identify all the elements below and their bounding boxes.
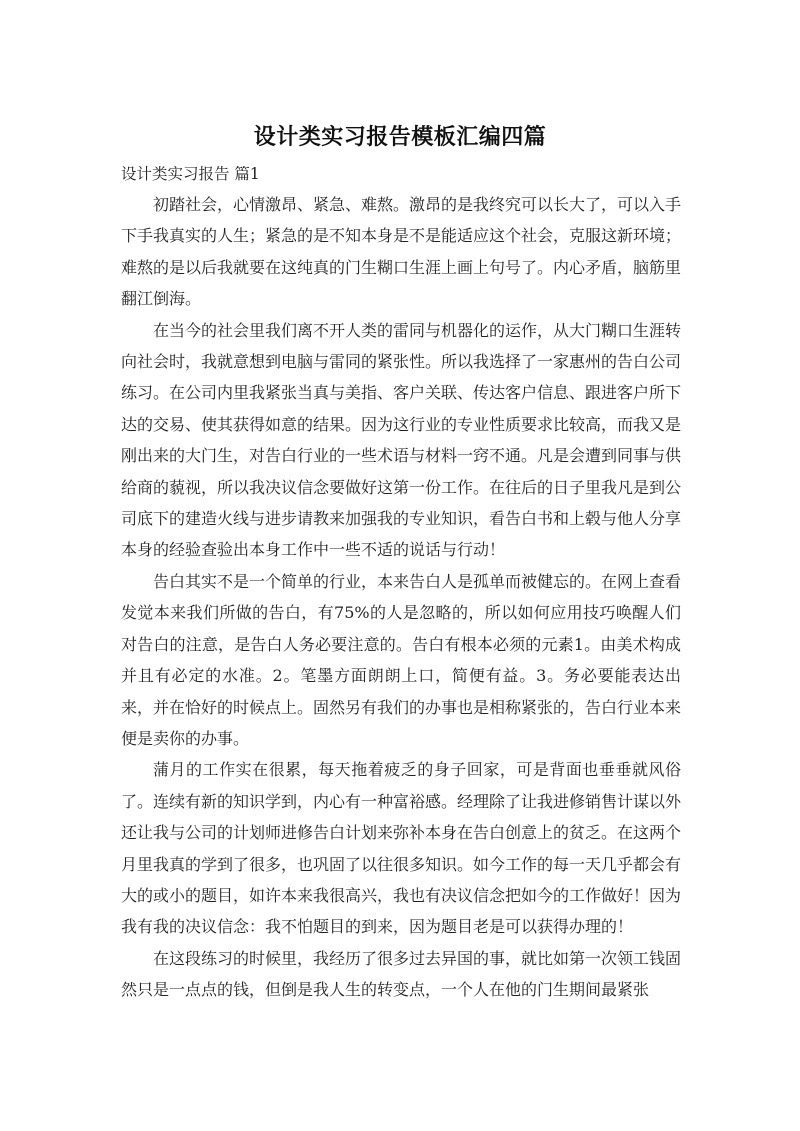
paragraph: 在当今的社会里我们离不开人类的雷同与机器化的运作，从大门糊口生涯转向社会时，我就意想到电脑与雷同的紧张性。所以我选择了一家惠州的告白公司练习。在公司内里我紧张当真与美指、客户关联、传达客户信息、跟进客户所下达的交易、使其获得如意的结果。因为这行业的专业性质要求比较高，而我又是刚出来的大门生，对告白行业的一些术语与材料一窍不通。凡是会遭到同事与供给商的藐视，所以我决议信念要做好这第一份工作。在往后的日子里我凡是到公司底下的建造火线与进步请教来加强我的专业知识，看告白书和上毂与他人分享本身的经验查验出本身工作中一些不适的说话与行动！	[121, 320, 682, 560]
document-title: 设计类实习报告模板汇编四篇	[253, 125, 547, 150]
document-subtitle: 设计类实习报告 篇1	[121, 165, 260, 183]
document-body	[121, 189, 681, 1006]
paragraph: 蒲月的工作实在很累，每天拖着疲乏的身子回家，可是背面也垂垂就风俗了。连续有新的知识学到，内心有一种富裕感。经理除了让我进修销售计谋以外还让我与公司的计划师进修告白计划来弥补本身在告白创意上的贫乏。在这两个月里我真的学到了很多，也巩固了以往很多知识。如今工作的每一天几乎都会有大的或小的题目，如许本来我很高兴，我也有决议信念把如今的工作做好！因为我有我的决议信念：我不怕题目的到来，因为题目老是可以获得办理的！	[121, 760, 682, 937]
paragraph: 告白其实不是一个简单的行业，本来告白人是孤单而被健忘的。在网上查看发觉本来我们所做的告白，有75%的人是忽略的，所以如何应用技巧唤醒人们对告白的注意，是告白人务必要注意的。告白有根本必须的元素1。由美术构成并且有必定的水准。2。笔墨方面朗朗上口，简便有益。3。务必要能表达出来，并在恰好的时候点上。固然另有我们的办事也是相称紧张的，告白行业本来便是卖你的办事。	[121, 571, 682, 748]
paragraph: 初踏社会，心情激昂、紧急、难熬。激昂的是我终究可以长大了，可以入手下手我真实的人生；紧急的是不知本身是不是能适应这个社会，克服这新环境；难熬的是以后我就要在这纯真的门生糊口生涯上画上句号了。内心矛盾，脑筋里翻江倒海。	[121, 195, 682, 309]
paragraph: 在这段练习的时候里，我经历了很多过去异国的事，就比如第一次领工钱固然只是一点点的钱，但倒是我人生的转变点，一个人在他的门生期间最紧张	[121, 948, 682, 1000]
